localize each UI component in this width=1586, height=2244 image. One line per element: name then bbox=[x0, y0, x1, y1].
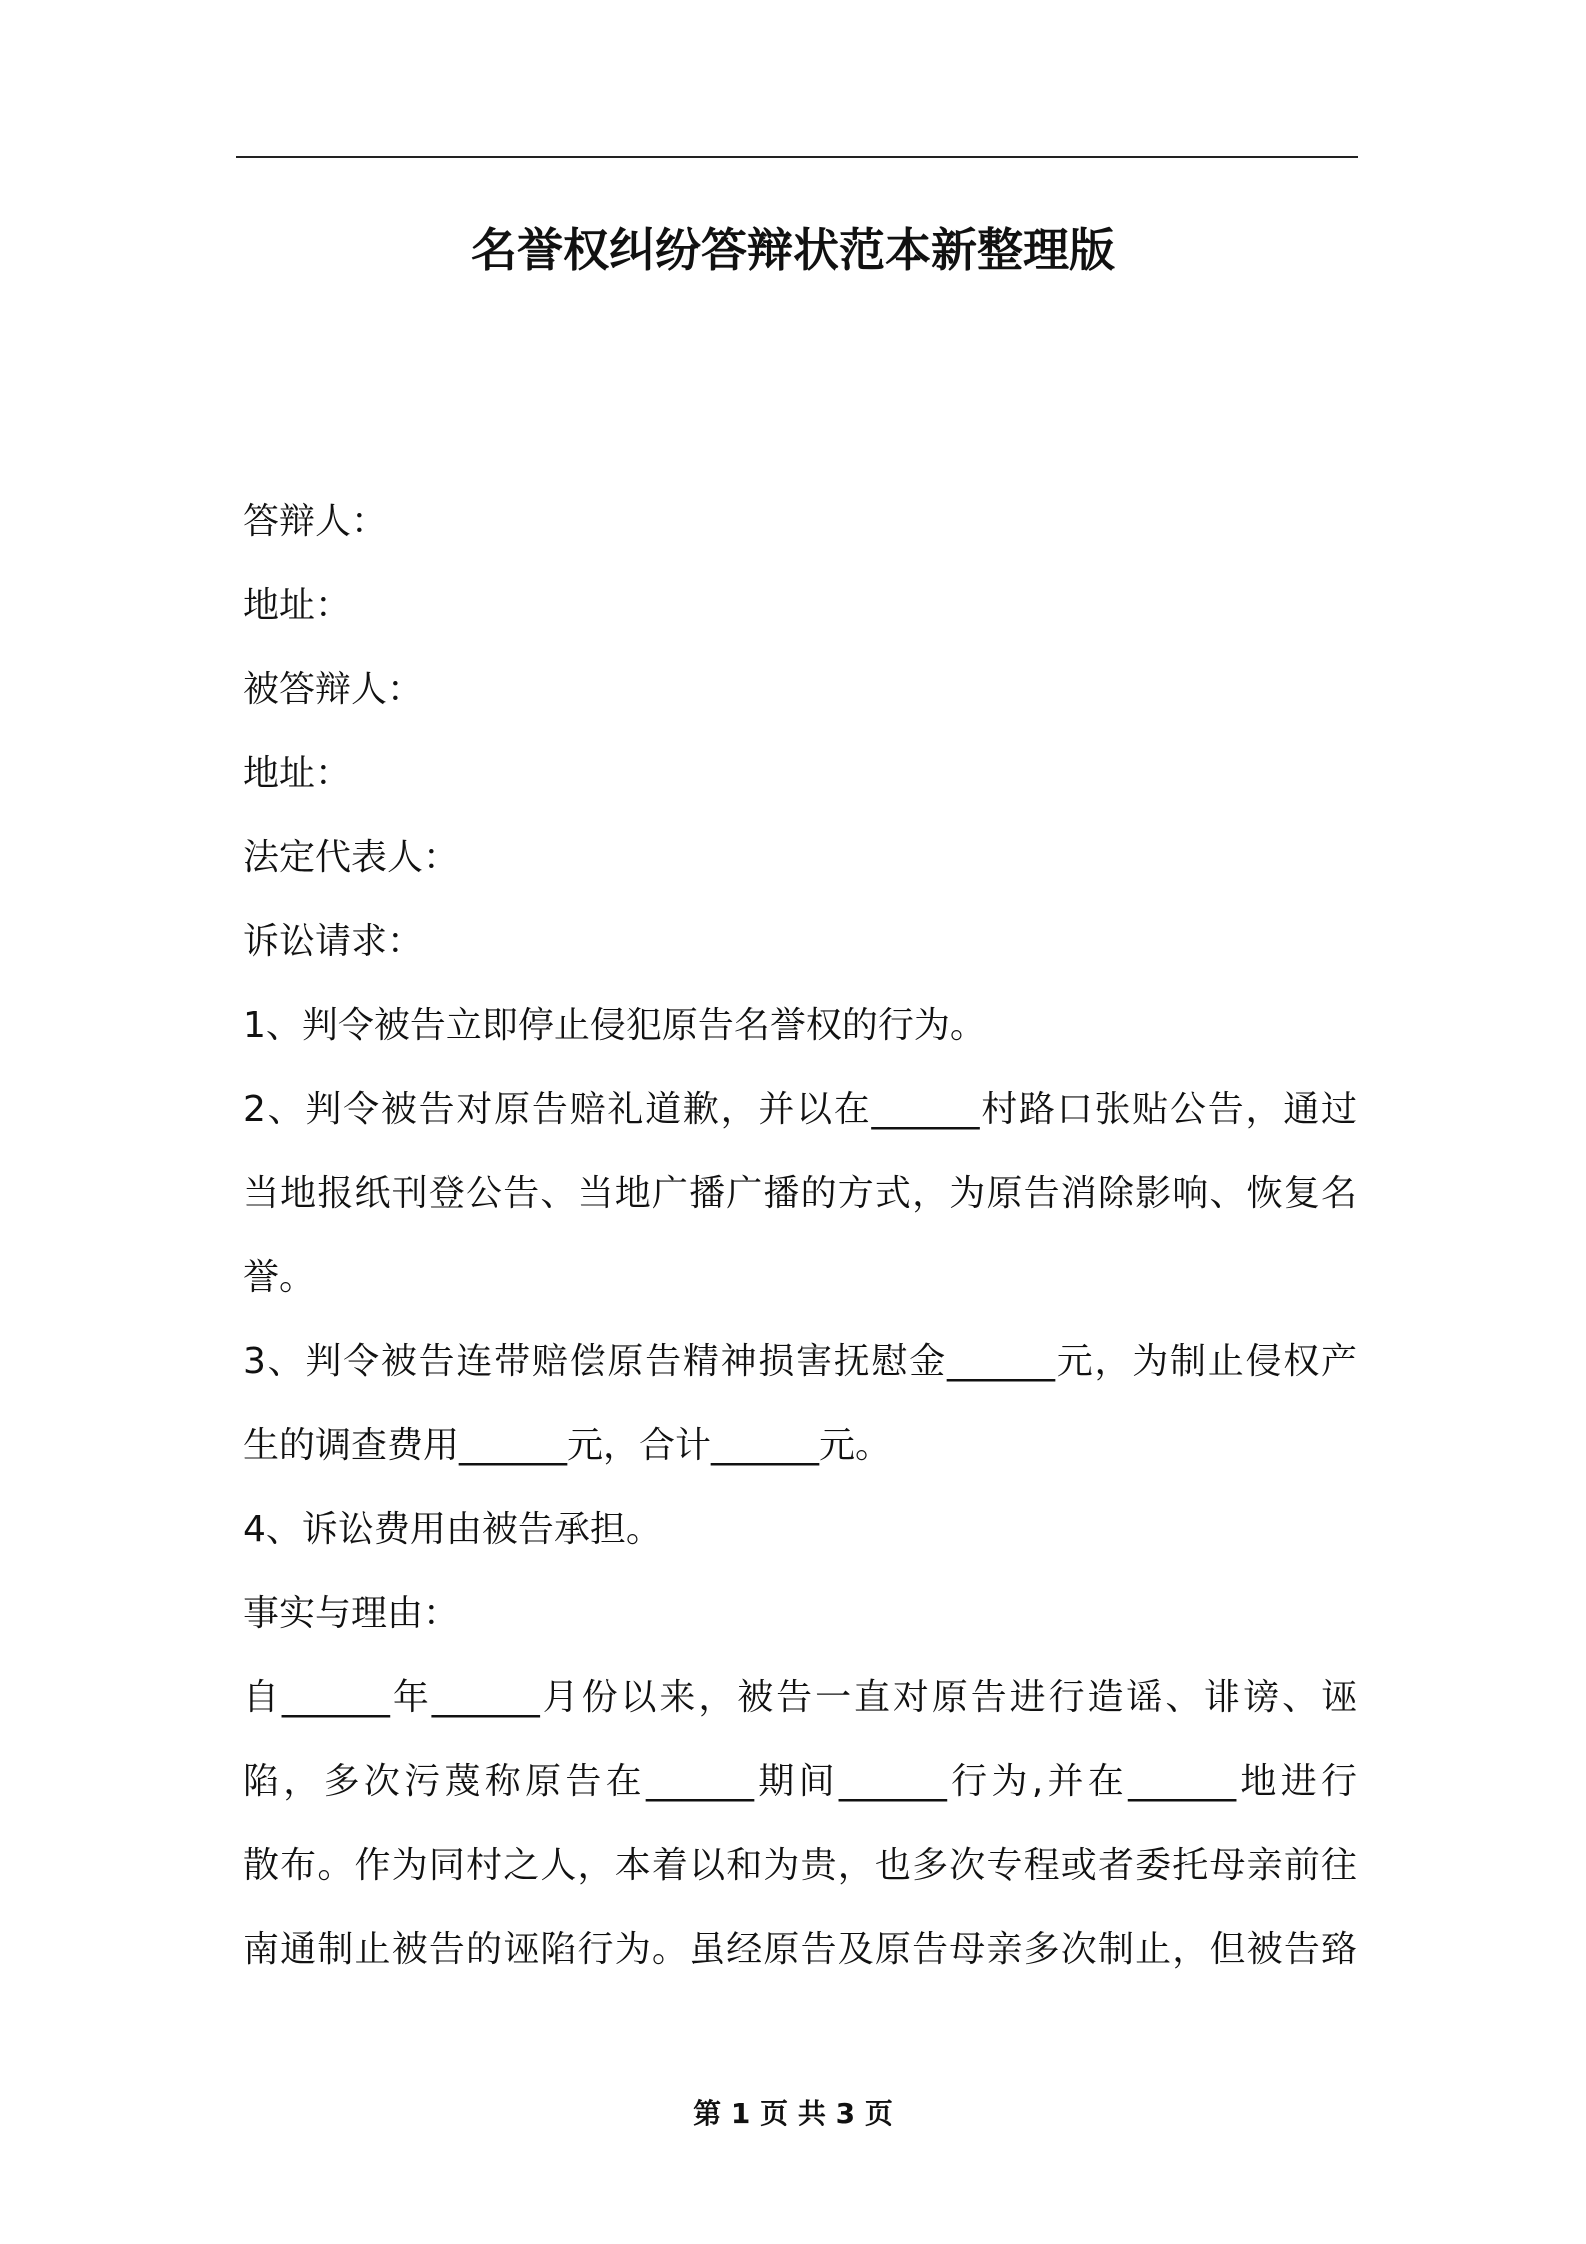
respondent-label: 答辩人： bbox=[243, 501, 388, 542]
respondent-address-label: 地址： bbox=[243, 585, 352, 626]
claim-item-2-line-2: 当地报纸刊登公告、当地广播广播的方式，为原告消除影响、恢复名 bbox=[243, 1173, 1357, 1214]
claim-item-1: 1、判令被告立即停止侵犯原告名誉权的行为。 bbox=[243, 1005, 986, 1046]
footer-total-pages: 3 bbox=[835, 2097, 856, 2130]
footer-suffix: 页 bbox=[864, 2097, 893, 2130]
document-title: 名誉权纠纷答辩状范本新整理版 bbox=[471, 223, 1115, 277]
claims-heading: 诉讼请求： bbox=[243, 921, 424, 962]
facts-paragraph-line-1: 自______年______月份以来，被告一直对原告进行造谣、诽谤、诬 bbox=[243, 1677, 1357, 1718]
facts-paragraph-line-2: 陷，多次污蔑称原告在______期间______行为,并在______地进行 bbox=[243, 1761, 1357, 1802]
claim-item-2-line-3: 誉。 bbox=[243, 1257, 316, 1298]
header-rule bbox=[236, 156, 1358, 158]
facts-paragraph-line-3: 散布。作为同村之人，本着以和为贵，也多次专程或者委托母亲前往 bbox=[243, 1845, 1357, 1886]
claimant-label: 被答辩人： bbox=[243, 669, 424, 710]
claimant-address-label: 地址： bbox=[243, 753, 352, 794]
facts-heading: 事实与理由： bbox=[243, 1593, 460, 1634]
facts-paragraph-line-4: 南通制止被告的诬陷行为。虽经原告及原告母亲多次制止，但被告臵 bbox=[243, 1929, 1357, 1970]
document-body bbox=[243, 480, 1357, 1992]
footer-current-page: 1 bbox=[730, 2097, 751, 2130]
footer-prefix: 第 bbox=[693, 2097, 722, 2130]
claim-item-4: 4、诉讼费用由被告承担。 bbox=[243, 1509, 662, 1550]
claim-item-3-line-2: 生的调查费用______元，合计______元。 bbox=[243, 1425, 892, 1466]
claim-item-3-line-1: 3、判令被告连带赔偿原告精神损害抚慰金______元，为制止侵权产 bbox=[243, 1341, 1357, 1382]
footer-middle: 页 共 bbox=[760, 2097, 826, 2130]
page-footer bbox=[0, 2094, 1586, 2134]
legal-representative-label: 法定代表人： bbox=[243, 837, 460, 878]
claim-item-2-line-1: 2、判令被告对原告赔礼道歉，并以在______村路口张贴公告，通过 bbox=[243, 1089, 1357, 1130]
